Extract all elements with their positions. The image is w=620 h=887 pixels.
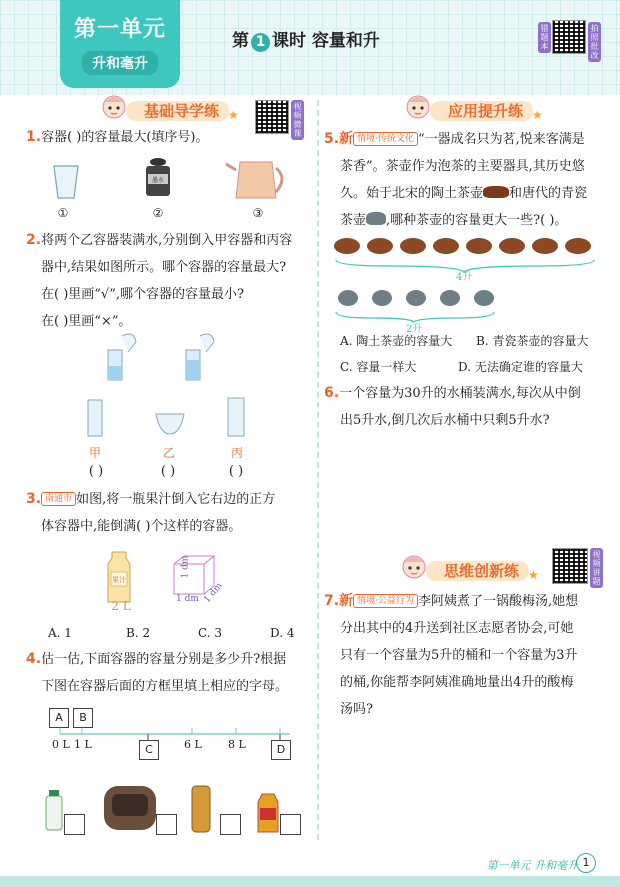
- glass-icon: [54, 166, 78, 198]
- question-text-line: 只有一个容量为5升的桶和一个容量为3升: [340, 648, 578, 663]
- question-text-line: 如图,将一瓶果汁倒入它右边的正方: [76, 492, 276, 507]
- ink-bottle-icon: [150, 158, 166, 166]
- answer-box[interactable]: [156, 814, 177, 835]
- question-text-line: ,哪种茶壶的容量更大一些?( )。: [386, 213, 568, 228]
- answer-box[interactable]: [280, 814, 301, 835]
- cube-dim: 1 dm: [202, 581, 225, 605]
- context-tag: 情境·传统文化: [353, 132, 418, 146]
- footer-bar: [0, 876, 620, 887]
- scale-box-d: D: [271, 740, 291, 760]
- question-number: 7.: [324, 593, 340, 609]
- question-text-line: “一器成名只为茗,悦来客满是: [417, 132, 585, 147]
- question-text-line: 茶壶: [340, 213, 367, 228]
- tick-label: 1 L: [74, 738, 92, 751]
- question-4: [26, 646, 288, 700]
- bottle-volume: 2 L: [111, 599, 131, 613]
- option-b[interactable]: B. 2: [126, 626, 151, 640]
- cube-dim: 1 dm: [180, 555, 191, 579]
- cartoon-kid-icon: [100, 94, 128, 124]
- container-yi-icon: [156, 414, 184, 434]
- q5-option-a[interactable]: A. 陶土茶壶的容量大: [340, 334, 453, 348]
- question-number: 6.: [324, 385, 340, 401]
- answer-box[interactable]: [220, 814, 241, 835]
- question-number: 5.: [324, 131, 340, 147]
- q1-label-2: ②: [152, 206, 164, 220]
- question-2: [26, 227, 292, 335]
- answer-blank[interactable]: ( ): [160, 464, 176, 479]
- new-tag: 新: [339, 593, 354, 609]
- answer-box[interactable]: [64, 814, 85, 835]
- qr-code-icon[interactable]: [552, 548, 588, 584]
- thermos-icon: [192, 786, 210, 832]
- container-bing-icon: [228, 398, 244, 436]
- container-name: 丙: [230, 446, 243, 460]
- question-text-line: 一个容量为30升的水桶装满水,每次从中倒: [339, 386, 581, 401]
- question-6: [324, 380, 581, 434]
- container-name: 乙: [162, 446, 175, 460]
- lesson-prefix: 第: [232, 31, 249, 51]
- lesson-name: 课时 容量和升: [272, 31, 380, 51]
- answer-blank[interactable]: ( ): [88, 464, 104, 479]
- question-5: [324, 126, 587, 234]
- celadon-teapot-row: [338, 290, 494, 306]
- brace-label-clay: 4升: [456, 272, 473, 283]
- brace-label-celadon: 2升: [406, 324, 423, 335]
- celadon-teapot-icon: [366, 212, 386, 225]
- region-tag: 南通市: [41, 492, 76, 506]
- question-text-line: 的桶,你能帮李阿姨准确地量出4升的酸梅: [340, 675, 574, 690]
- section-think-header: [400, 558, 550, 584]
- milk-bottle-icon: [46, 796, 62, 830]
- scale-box-a: A: [49, 708, 69, 728]
- section-apply-header: [404, 98, 554, 124]
- unit-title: 第一单元: [73, 17, 166, 42]
- question-3: [26, 486, 275, 540]
- section-basic-title: 基础导学练: [126, 101, 229, 121]
- qr-code-icon[interactable]: [255, 100, 289, 134]
- answer-blank[interactable]: ( ): [228, 464, 244, 479]
- qr-badge-video: 视频讲题: [590, 548, 603, 588]
- lesson-number: 1: [251, 33, 270, 52]
- q1-label-1: ①: [57, 206, 69, 220]
- question-text-line: 将两个乙容器装满水,分别倒入甲容器和丙容: [41, 233, 293, 248]
- footer-unit-name: 第一单元 升和毫升: [486, 859, 578, 872]
- qr-badge-errors: 错题本: [538, 22, 551, 53]
- question-text-line: 李阿姨煮了一锅酸梅汤,她想: [417, 594, 579, 609]
- lesson-title: [232, 26, 380, 52]
- context-tag: 情境·公益行为: [353, 594, 418, 608]
- question-text-line: 估一估,下面容器的容量分别是多少升?根据: [41, 652, 287, 667]
- question-text-line: 在( )里画“√”,哪个容器的容量最小?: [41, 287, 244, 302]
- new-tag: 新: [339, 131, 354, 147]
- cartoon-kid-icon: [400, 554, 428, 584]
- q5-option-c[interactable]: C. 容量一样大: [340, 360, 417, 374]
- ink-bottle-label: 墨水: [151, 177, 165, 184]
- q1-label-3: ③: [252, 206, 264, 220]
- cartoon-kid-icon: [404, 94, 432, 124]
- clay-teapot-row: [334, 238, 591, 254]
- question-number: 3.: [26, 491, 42, 507]
- clay-teapot-icon: [483, 186, 509, 198]
- section-basic-header: [100, 98, 250, 124]
- question-text-line: 在( )里画“×”。: [41, 314, 132, 329]
- container-jia-icon: [88, 400, 102, 436]
- column-divider: [317, 100, 319, 840]
- scale-box-c: C: [139, 740, 159, 760]
- question-1: [26, 124, 208, 151]
- question-text-line: 体容器中,能倒满( )个这样的容器。: [41, 519, 242, 534]
- q2-pouring-diagram: [80, 330, 260, 440]
- juice-bottle-label: 果汁: [112, 576, 126, 584]
- section-apply-title: 应用提升练: [430, 101, 533, 121]
- option-a[interactable]: A. 1: [48, 626, 72, 640]
- unit-subtitle: 升和毫升: [82, 51, 158, 75]
- question-text-line: 和唐代的青瓷: [509, 186, 588, 201]
- question-text-line: 下图在容器后面的方框里填上相应的字母。: [41, 679, 289, 694]
- tick-label: 6 L: [184, 738, 202, 751]
- q5-option-b[interactable]: B. 青瓷茶壶的容量大: [476, 334, 589, 348]
- question-text-line: 分出其中的4升送到社区志愿者协会,可她: [340, 621, 574, 636]
- star-icon: ★: [532, 108, 543, 122]
- question-text-line: 出5升水,倒几次后水桶中只剩5升水?: [340, 413, 550, 428]
- question-number: 1.: [26, 129, 42, 145]
- kettle-icon: [236, 162, 276, 198]
- question-text-line: 器中,结果如图所示。哪个容器的容量最大?: [41, 260, 287, 275]
- star-icon: ★: [528, 568, 539, 582]
- q5-option-d[interactable]: D. 无法确定谁的容量大: [458, 360, 583, 374]
- cube-dim: 1 dm: [176, 594, 199, 604]
- section-think-title: 思维创新练: [426, 561, 529, 581]
- question-text-line: 汤吗?: [340, 702, 373, 717]
- container-name: 甲: [88, 446, 101, 460]
- star-icon: ★: [228, 108, 239, 122]
- scale-box-b: B: [73, 708, 93, 728]
- question-number: 2.: [26, 232, 42, 248]
- question-7: [324, 588, 578, 723]
- tick-label: 0 L: [52, 738, 70, 751]
- page-number: 1: [576, 853, 596, 873]
- qr-badge-video: 视频微课: [291, 100, 304, 140]
- tick-label: 8 L: [228, 738, 246, 751]
- question-text-line: 久。始于北宋的陶土茶壶: [340, 186, 484, 201]
- question-text-line: 茶香”。茶壶作为泡茶的主要器具,其历史悠: [340, 159, 585, 174]
- question-number: 4.: [26, 651, 42, 667]
- option-c[interactable]: C. 3: [198, 626, 223, 640]
- q1-containers: [40, 148, 300, 208]
- qr-code-icon[interactable]: [552, 20, 586, 54]
- unit-tab: [60, 0, 180, 88]
- question-text: 容器( )的容量最大(填序号)。: [41, 130, 209, 145]
- option-d[interactable]: D. 4: [270, 626, 295, 640]
- qr-badge-grading: 拍照批改: [588, 22, 601, 62]
